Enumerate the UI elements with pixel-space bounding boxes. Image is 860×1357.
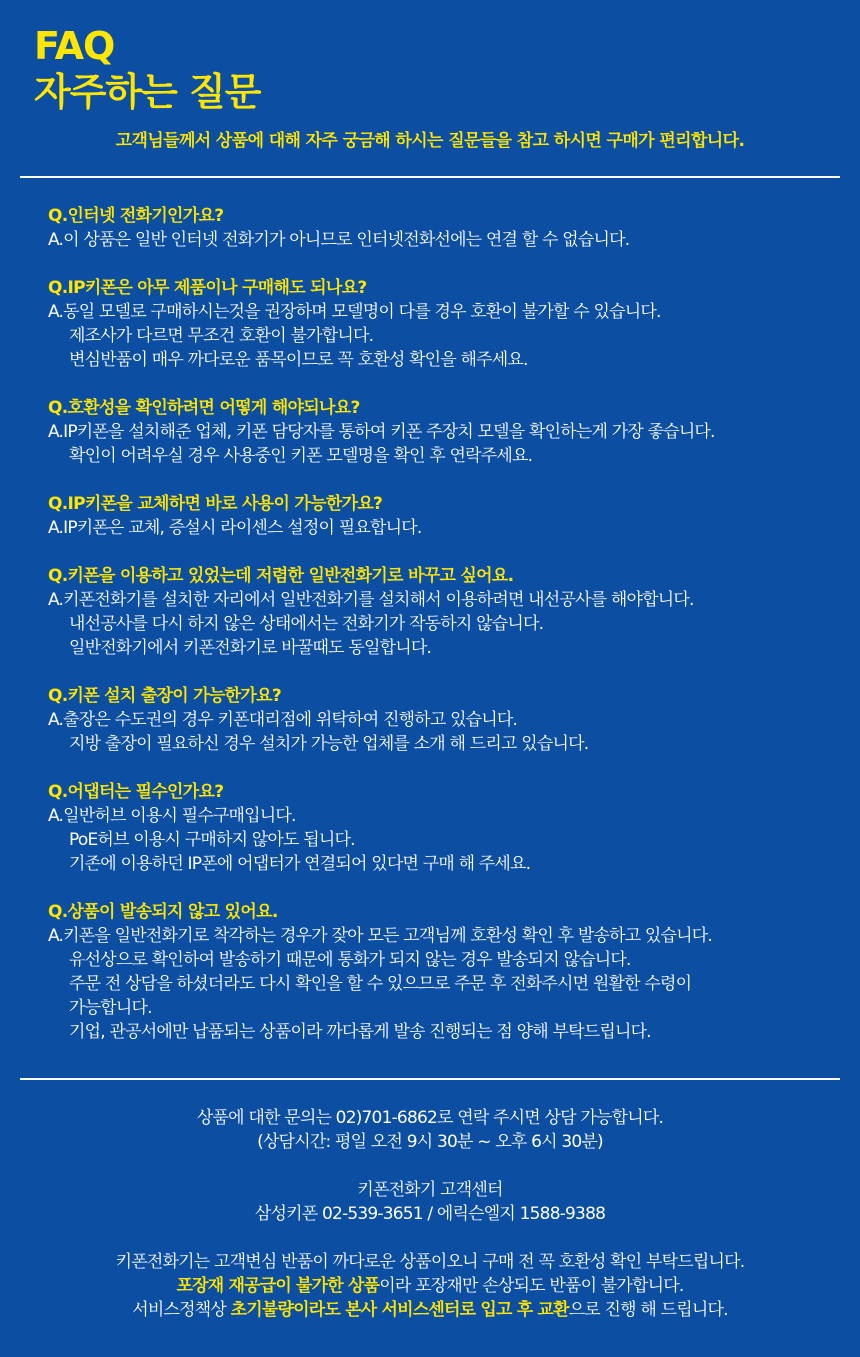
notice-line-3-prefix: 서비스정책상 bbox=[132, 1300, 231, 1320]
faq-question: Q.키폰 설치 출장이 가능한가요? bbox=[48, 686, 281, 706]
faq-answer-line: 지방 출장이 필요하신 경우 설치가 가능한 업체를 소개 해 드리고 있습니다. bbox=[69, 734, 589, 754]
faq-answer-line: A.동일 모델로 구매하시는것을 권장하며 모델명이 다를 경우 호환이 불가할 수 있습니다. bbox=[48, 302, 661, 322]
faq-header bbox=[34, 24, 260, 116]
customer-center bbox=[0, 1178, 860, 1226]
faq-answer bbox=[48, 804, 838, 876]
faq-answer-line: A.이 상품은 일반 인터넷 전화기가 아니므로 인터넷전화선에는 연결 할 수 없습니다. bbox=[48, 230, 630, 250]
notice-highlight-exchange: 초기불량이라도 본사 서비스센터로 입고 후 교환 bbox=[230, 1300, 569, 1320]
page-title: FAQ bbox=[34, 24, 115, 68]
faq-answer bbox=[48, 420, 838, 468]
faq-answer bbox=[48, 588, 838, 660]
customer-center-numbers: 삼성키폰 02-539-3651 / 에릭슨엘지 1588-9388 bbox=[254, 1204, 606, 1224]
faq-answer-line: 내선공사를 다시 하지 않은 상태에서는 전화기가 작동하지 않습니다. bbox=[69, 614, 544, 634]
faq-item bbox=[48, 900, 838, 1044]
notice-line-2-rest: 이라 포장재만 손상되도 반품이 불가합니다. bbox=[379, 1276, 684, 1296]
customer-center-title: 키폰전화기 고객센터 bbox=[357, 1180, 503, 1200]
faq-answer-line: 변심반품이 매우 까다로운 품목이므로 꼭 호환성 확인을 해주세요. bbox=[69, 350, 528, 370]
bottom-divider bbox=[20, 1078, 840, 1080]
faq-answer-line: 기업, 관공서에만 납품되는 상품이라 까다롭게 발송 진행되는 점 양해 부탁드립니다. bbox=[69, 1022, 651, 1042]
faq-item bbox=[48, 780, 838, 876]
faq-answer bbox=[48, 516, 838, 540]
faq-answer-line: 주문 전 상담을 하셨더라도 다시 확인을 할 수 있으므로 주문 후 전화주시면 원활한 수령이 bbox=[69, 974, 692, 994]
notice-line-3 bbox=[0, 1298, 860, 1322]
faq-list bbox=[48, 204, 838, 1068]
faq-item bbox=[48, 492, 838, 540]
consult-hours: (상담시간: 평일 오전 9시 30분 ~ 오후 6시 30분) bbox=[257, 1132, 603, 1152]
faq-item bbox=[48, 204, 838, 252]
faq-item bbox=[48, 276, 838, 372]
faq-answer-line: 가능합니다. bbox=[69, 998, 152, 1018]
contact-info bbox=[0, 1106, 860, 1154]
notice-line-2 bbox=[0, 1274, 860, 1298]
faq-question: Q.어댑터는 필수인가요? bbox=[48, 782, 224, 802]
faq-answer bbox=[48, 228, 838, 252]
faq-item bbox=[48, 684, 838, 756]
faq-question: Q.인터넷 전화기인가요? bbox=[48, 206, 224, 226]
page-subtitle: 자주하는 질문 bbox=[34, 70, 261, 114]
faq-answer-line: 제조사가 다르면 무조건 호환이 불가합니다. bbox=[69, 326, 374, 346]
top-divider bbox=[20, 176, 840, 178]
faq-answer-line: PoE허브 이용시 구매하지 않아도 됩니다. bbox=[69, 830, 355, 850]
faq-item bbox=[48, 396, 838, 468]
return-notice bbox=[0, 1250, 860, 1322]
faq-question: Q.IP키폰을 교체하면 바로 사용이 가능한가요? bbox=[48, 494, 383, 514]
notice-line-1: 키폰전화기는 고객변심 반품이 까다로운 상품이오니 구매 전 꼭 호환성 확인 부탁드립니다. bbox=[115, 1252, 745, 1272]
faq-answer-line: 일반전화기에서 키폰전화기로 바꿀때도 동일합니다. bbox=[69, 638, 432, 658]
footer bbox=[0, 1106, 860, 1346]
faq-question: Q.상품이 발송되지 않고 있어요. bbox=[48, 902, 278, 922]
faq-question: Q.호환성을 확인하려면 어떻게 해야되나요? bbox=[48, 398, 360, 418]
notice-highlight-packaging: 포장재 재공급이 불가한 상품 bbox=[176, 1276, 380, 1296]
faq-question: Q.키폰을 이용하고 있었는데 저렴한 일반전화기로 바꾸고 싶어요. bbox=[48, 566, 514, 586]
faq-answer-line: 기존에 이용하던 IP폰에 어댑터가 연결되어 있다면 구매 해 주세요. bbox=[69, 854, 531, 874]
faq-answer-line: A.키폰전화기를 설치한 자리에서 일반전화기를 설치해서 이용하려면 내선공사를 해야합니다. bbox=[48, 590, 694, 610]
contact-line: 상품에 대한 문의는 02)701-6862로 연락 주시면 상담 가능합니다. bbox=[196, 1108, 664, 1128]
faq-answer-line: A.키폰을 일반전화기로 착각하는 경우가 잦아 모든 고객님께 호환성 확인 후 발송하고 있습니다. bbox=[48, 926, 713, 946]
intro-text: 고객님들께서 상품에 대해 자주 궁금해 하시는 질문들을 참고 하시면 구매가 편리합니다. bbox=[115, 131, 745, 151]
faq-answer bbox=[48, 300, 838, 372]
faq-answer-line: 유선상으로 확인하여 발송하기 때문에 통화가 되지 않는 경우 발송되지 않습니다. bbox=[69, 950, 631, 970]
faq-answer-line: A.일반허브 이용시 필수구매입니다. bbox=[48, 806, 296, 826]
faq-answer bbox=[48, 924, 838, 1044]
faq-item bbox=[48, 564, 838, 660]
notice-line-3-rest: 으로 진행 해 드립니다. bbox=[568, 1300, 728, 1320]
faq-answer bbox=[48, 708, 838, 756]
faq-answer-line: A.IP키폰은 교체, 증설시 라이센스 설정이 필요합니다. bbox=[48, 518, 422, 538]
faq-answer-line: 확인이 어려우실 경우 사용중인 키폰 모델명을 확인 후 연락주세요. bbox=[69, 446, 533, 466]
faq-question: Q.IP키폰은 아무 제품이나 구매해도 되나요? bbox=[48, 278, 367, 298]
faq-answer-line: A.IP키폰을 설치해준 업체, 키폰 담당자를 통하여 키폰 주장치 모델을 확인하는게 가장 좋습니다. bbox=[48, 422, 715, 442]
faq-answer-line: A.출장은 수도권의 경우 키폰대리점에 위탁하여 진행하고 있습니다. bbox=[48, 710, 518, 730]
